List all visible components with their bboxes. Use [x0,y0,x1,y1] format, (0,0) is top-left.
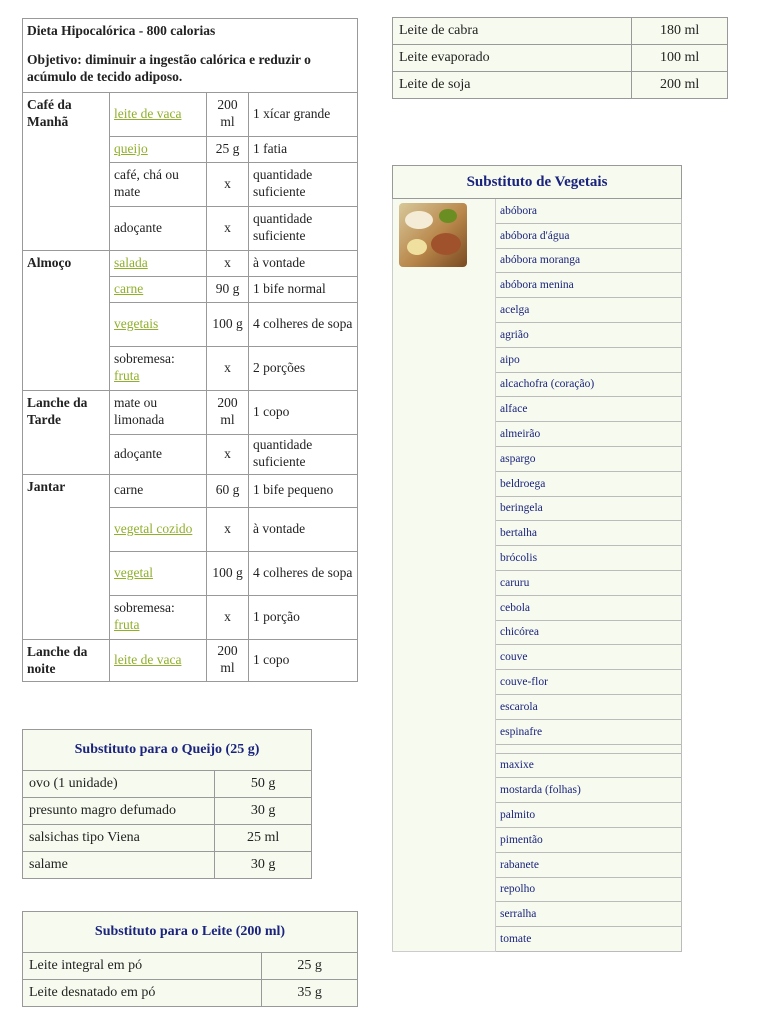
cheese-substitute-row [23,825,312,852]
food-cell [110,250,207,276]
vegetable-item: abóbora moranga [496,248,682,273]
milk-extra-row [393,72,728,99]
food-prefix: sobremesa: [114,600,175,616]
portion-cell: 1 porção [249,595,358,639]
item-quantity: 180 ml [632,18,728,45]
quantity-cell: x [207,507,249,551]
cheese-substitute-row [23,852,312,879]
food-name: adoçante [114,219,162,235]
food-cell [110,390,207,434]
quantity-cell: 25 g [207,136,249,162]
vegetable-item: couve-flor [496,670,682,695]
portion-cell: à vontade [249,507,358,551]
meal-name: Lanche da Tarde [23,390,110,474]
cheese-substitute-title: Substituto para o Queijo (25 g) [23,730,312,771]
item-name: Leite evaporado [393,45,632,72]
milk-substitute-table [22,911,358,1007]
vegetable-item: abóbora d'água [496,223,682,248]
vegetable-item: beldroega [496,471,682,496]
vegetable-item: repolho [496,877,682,902]
food-cell [110,595,207,639]
vegetable-item: aipo [496,347,682,372]
quantity-cell: 200 ml [207,390,249,434]
diet-table [22,18,358,682]
quantity-cell: 60 g [207,474,249,507]
food-link[interactable]: vegetal cozido [114,520,193,536]
item-name: ovo (1 unidade) [23,771,215,798]
food-name: café, chá ou mate [114,167,179,200]
portion-cell: quantidade suficiente [249,162,358,206]
portion-cell: 1 xícar grande [249,92,358,136]
vegetable-item: palmito [496,803,682,828]
item-quantity: 25 ml [215,825,312,852]
diet-row [23,639,358,681]
quantity-cell: 200 ml [207,639,249,681]
food-cell [110,92,207,136]
quantity-cell: x [207,250,249,276]
portion-cell: 4 colheres de sopa [249,551,358,595]
vegetable-item: alcachofra (coração) [496,372,682,397]
item-name: Leite de soja [393,72,632,99]
food-cell [110,276,207,302]
portion-cell: 1 copo [249,390,358,434]
vegetable-item: aspargo [496,446,682,471]
portion-cell: 1 fatia [249,136,358,162]
milk-extra-table [392,17,728,99]
cheese-substitute-row [23,798,312,825]
vegetable-item: beringela [496,496,682,521]
item-name: Leite de cabra [393,18,632,45]
portion-cell: quantidade suficiente [249,434,358,474]
vegetable-item: couve [496,645,682,670]
food-link[interactable]: vegetal [114,564,153,580]
food-prefix: sobremesa: [114,351,175,367]
vegetable-item: abóbora [496,199,682,224]
vegetable-item: abóbora menina [496,273,682,298]
item-name: salame [23,852,215,879]
vegetable-item: mostarda (folhas) [496,778,682,803]
diet-row [23,474,358,507]
item-quantity: 30 g [215,798,312,825]
milk-substitute-row [23,980,358,1007]
diet-row [23,250,358,276]
vegetable-item: serralha [496,902,682,927]
food-cell [110,474,207,507]
quantity-cell: x [207,206,249,250]
item-quantity: 35 g [262,980,358,1007]
portion-cell: à vontade [249,250,358,276]
vegetable-item: agrião [496,322,682,347]
food-cell [110,206,207,250]
meal-name: Almoço [23,250,110,390]
vegetable-item: rabanete [496,852,682,877]
diet-row [23,390,358,434]
item-quantity: 30 g [215,852,312,879]
milk-substitute-row [23,953,358,980]
meal-name: Jantar [23,474,110,639]
item-quantity: 25 g [262,953,358,980]
portion-cell: 1 bife pequeno [249,474,358,507]
quantity-cell: 200 ml [207,92,249,136]
vegetable-item: chicórea [496,620,682,645]
food-cell [110,302,207,346]
food-cell [110,162,207,206]
portion-cell: quantidade suficiente [249,206,358,250]
food-cell [110,136,207,162]
quantity-cell: 100 g [207,302,249,346]
vegetable-item: pimentão [496,827,682,852]
vegetable-item: alface [496,397,682,422]
quantity-cell: x [207,595,249,639]
item-name: salsichas tipo Viena [23,825,215,852]
quantity-cell: 90 g [207,276,249,302]
food-link[interactable]: queijo [114,140,148,156]
diet-header [23,19,358,93]
diet-objective: Objetivo: diminuir a ingestão calórica e reduzir o acúmulo de tecido adiposo. [27,51,311,84]
food-link[interactable]: fruta [114,617,140,633]
meal-name: Café da Manhã [23,92,110,250]
vegetable-item: acelga [496,298,682,323]
food-name: mate ou limonada [114,395,165,428]
quantity-cell: 100 g [207,551,249,595]
food-link[interactable]: salada [114,254,148,270]
vegetable-item: tomate [496,927,682,952]
vegetable-item: almeirão [496,422,682,447]
item-name: presunto magro defumado [23,798,215,825]
item-quantity: 50 g [215,771,312,798]
item-quantity: 200 ml [632,72,728,99]
food-link[interactable]: fruta [114,368,140,384]
vegetable-item: cebola [496,595,682,620]
item-name: Leite integral em pó [23,953,262,980]
cheese-substitute-row [23,771,312,798]
food-photo-cell [393,199,496,952]
food-link[interactable]: leite de vaca [114,105,182,121]
milk-extra-row [393,45,728,72]
cheese-substitute-table [22,729,312,879]
quantity-cell: x [207,434,249,474]
vegetable-item: maxixe [496,753,682,778]
food-link[interactable]: vegetais [114,315,159,331]
portion-cell: 1 bife normal [249,276,358,302]
food-name: carne [114,482,144,498]
diet-row [23,92,358,136]
food-link[interactable]: leite de vaca [114,651,182,667]
food-cell [110,346,207,390]
vegetable-item: espinafre [496,719,682,744]
food-photo-image [399,203,467,267]
vegetable-item [496,744,682,753]
diet-title: Dieta Hipocalórica - 800 calorias [27,23,216,38]
item-quantity: 100 ml [632,45,728,72]
milk-extra-row [393,18,728,45]
food-name: adoçante [114,445,162,461]
quantity-cell: x [207,346,249,390]
portion-cell: 1 copo [249,639,358,681]
food-cell [110,507,207,551]
vegetable-row [393,199,682,224]
milk-substitute-title: Substituto para o Leite (200 ml) [23,912,358,953]
vegetable-substitute-table [392,165,682,952]
vegetable-item: brócolis [496,546,682,571]
item-name: Leite desnatado em pó [23,980,262,1007]
vegetable-item: caruru [496,570,682,595]
quantity-cell: x [207,162,249,206]
portion-cell: 2 porções [249,346,358,390]
vegetable-item: bertalha [496,521,682,546]
food-cell [110,551,207,595]
food-cell [110,434,207,474]
vegetable-substitute-title: Substituto de Vegetais [393,166,682,199]
meal-name: Lanche da noite [23,639,110,681]
food-link[interactable]: carne [114,280,144,296]
vegetable-item: escarola [496,694,682,719]
portion-cell: 4 colheres de sopa [249,302,358,346]
food-cell [110,639,207,681]
